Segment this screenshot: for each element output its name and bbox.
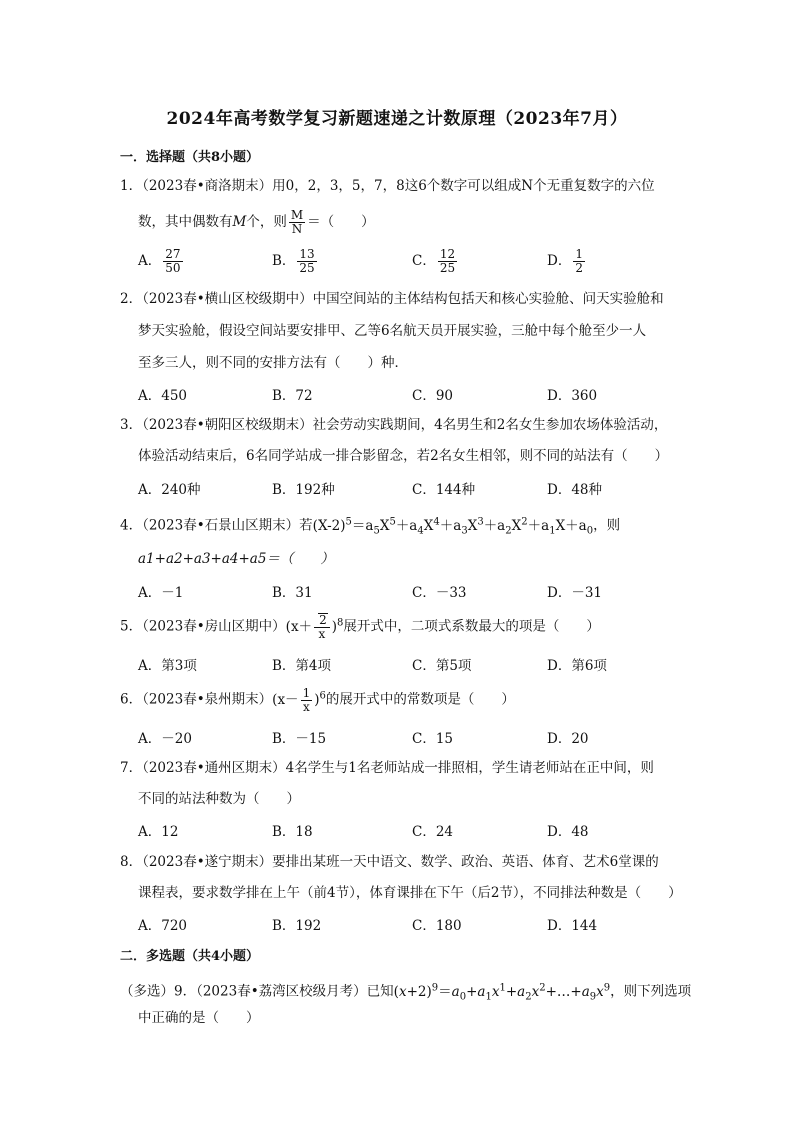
option-a[interactable]: A．－20 xyxy=(138,731,192,747)
option-c[interactable]: C．第5项 xyxy=(412,658,472,674)
question-5-line-1: 5．（2023春•房山区期中）(x＋ $\frac{2}{x}$ )$^8$展开式中，二项式系数最大的项是（ ） xyxy=(120,613,600,641)
question-1-options xyxy=(138,247,698,275)
question-1-line-2: 数，其中偶数有M个，则 $\frac{M}{N}$ ＝（ ） xyxy=(138,208,375,236)
polynomial-expression: $(X-2)^5=a_5X^5+a_4X^4+a_3X^3+a_2X^2+a_1X+a_0$ xyxy=(312,516,594,537)
option-b[interactable]: B．72 xyxy=(272,388,313,404)
option-c[interactable]: C．15 xyxy=(412,731,454,747)
option-c[interactable]: C．180 xyxy=(412,918,462,934)
question-3-line-2: 体验活动结束后，6名同学站成一排合影留念，若2名女生相邻，则不同的站法有（ ） xyxy=(138,448,669,464)
question-7-line-1: 7．（2023春•通州区期末）4名学生与1名老师站成一排照相，学生请老师站在正中间，则 xyxy=(120,760,654,776)
question-1-line-1: 1．（2023春•商洛期末）用0，2，3，5，7，8这6个数字可以组成N个无重复数字的六位 xyxy=(120,178,655,194)
option-b[interactable]: B．18 xyxy=(272,824,313,840)
question-4-options xyxy=(138,581,698,605)
option-c[interactable]: C．144种 xyxy=(412,482,476,498)
binomial-expression: (x－ $\frac{1}{x}$ )$^6$ xyxy=(272,685,326,714)
option-a[interactable]: A．－1 xyxy=(138,585,184,601)
question-2-line-1: 2．（2023春•横山区校级期中）中国空间站的主体结构包括天和核心实验舱、问天实验舱和 xyxy=(120,291,664,307)
option-a[interactable]: A．12 xyxy=(138,824,179,840)
option-b[interactable]: B． $\frac{13}{25}$ xyxy=(272,247,315,275)
option-d[interactable]: D． $\frac{1}{2}$ xyxy=(547,247,583,275)
option-d[interactable]: D．－31 xyxy=(547,585,603,601)
question-5-options xyxy=(138,654,698,678)
question-7-options xyxy=(138,820,698,844)
option-d[interactable]: D．48种 xyxy=(547,482,603,498)
question-8-line-2: 课程表，要求数学排在上午（前4节），体育课排在下午（后2节），不同排法种数是（ ） xyxy=(138,885,682,901)
question-9-line-1: （多选）9．（2023春•荔湾区校级月考）已知$(x+2)^9=a_0+a_1x^1+a_2x^2+\dots+a_9x^9$，则下列选项 xyxy=(120,982,692,1003)
option-d[interactable]: D．48 xyxy=(547,824,589,840)
option-a[interactable]: A．240种 xyxy=(138,482,201,498)
question-6-options xyxy=(138,727,698,751)
question-6-line-1: 6．（2023春•泉州期末）(x－ $\frac{1}{x}$ )$^6$的展开式中的常数项是（ ） xyxy=(120,685,515,714)
section-heading-multi: 二．多选题（共4小题） xyxy=(120,949,260,964)
question-4-line-2: a1+a2+a3+a4+a5＝（ ） xyxy=(138,551,334,567)
option-a[interactable]: A．450 xyxy=(138,388,188,404)
question-8-options xyxy=(138,914,698,938)
option-b[interactable]: B．192种 xyxy=(272,482,335,498)
fraction-m-over-n: $\frac{M}{N}$ xyxy=(290,208,304,236)
page-title: 2024年高考数学复习新题速递之计数原理（2023年7月） xyxy=(166,109,628,129)
option-c[interactable]: C．90 xyxy=(412,388,454,404)
option-c[interactable]: C．－33 xyxy=(412,585,467,601)
option-c[interactable]: C．24 xyxy=(412,824,454,840)
section-heading-choice: 一．选择题（共8小题） xyxy=(120,150,260,165)
option-a[interactable]: A． $\frac{27}{50}$ xyxy=(138,247,181,275)
option-d[interactable]: D．20 xyxy=(547,731,589,747)
option-d[interactable]: D．360 xyxy=(547,388,598,404)
question-3-options xyxy=(138,478,698,502)
binomial-expression: (x＋ $\frac{2}{x}$ )$^8$ xyxy=(285,613,344,641)
option-d[interactable]: D．第6项 xyxy=(547,658,607,674)
question-2-line-3: 至多三人，则不同的安排方法有（ ）种． xyxy=(138,355,408,371)
option-b[interactable]: B．－15 xyxy=(272,731,327,747)
question-2-options xyxy=(138,384,698,408)
question-4-line-1: 4．（2023春•石景山区期末）若$(X-2)^5=a_5X^5+a_4X^4+a_3X^3+a_2X^2+a_1X+a_0$，则 xyxy=(120,516,621,537)
option-a[interactable]: A．720 xyxy=(138,918,188,934)
option-d[interactable]: D．144 xyxy=(547,918,598,934)
question-7-line-2: 不同的站法种数为（ ） xyxy=(138,791,300,807)
option-b[interactable]: B．192 xyxy=(272,918,322,934)
question-2-line-2: 梦天实验舱，假设空间站要安排甲、乙等6名航天员开展实验，三舱中每个舱至少一人 xyxy=(138,323,647,339)
option-b[interactable]: B．31 xyxy=(272,585,313,601)
option-b[interactable]: B．第4项 xyxy=(272,658,332,674)
binomial-expansion: $(x+2)^9=a_0+a_1x^1+a_2x^2+\dots+a_9x^9$ xyxy=(393,982,611,1003)
option-a[interactable]: A．第3项 xyxy=(138,658,197,674)
question-8-line-1: 8．（2023春•遂宁期末）要排出某班一天中语文、数学、政治、英语、体育、艺术6堂课的 xyxy=(120,854,659,870)
question-3-line-1: 3．（2023春•朝阳区校级期末）社会劳动实践期间，4名男生和2名女生参加农场体验活动， xyxy=(120,417,668,433)
question-9-line-2: 中正确的是（ ） xyxy=(138,1010,260,1026)
option-c[interactable]: C． $\frac{12}{25}$ xyxy=(412,247,456,275)
